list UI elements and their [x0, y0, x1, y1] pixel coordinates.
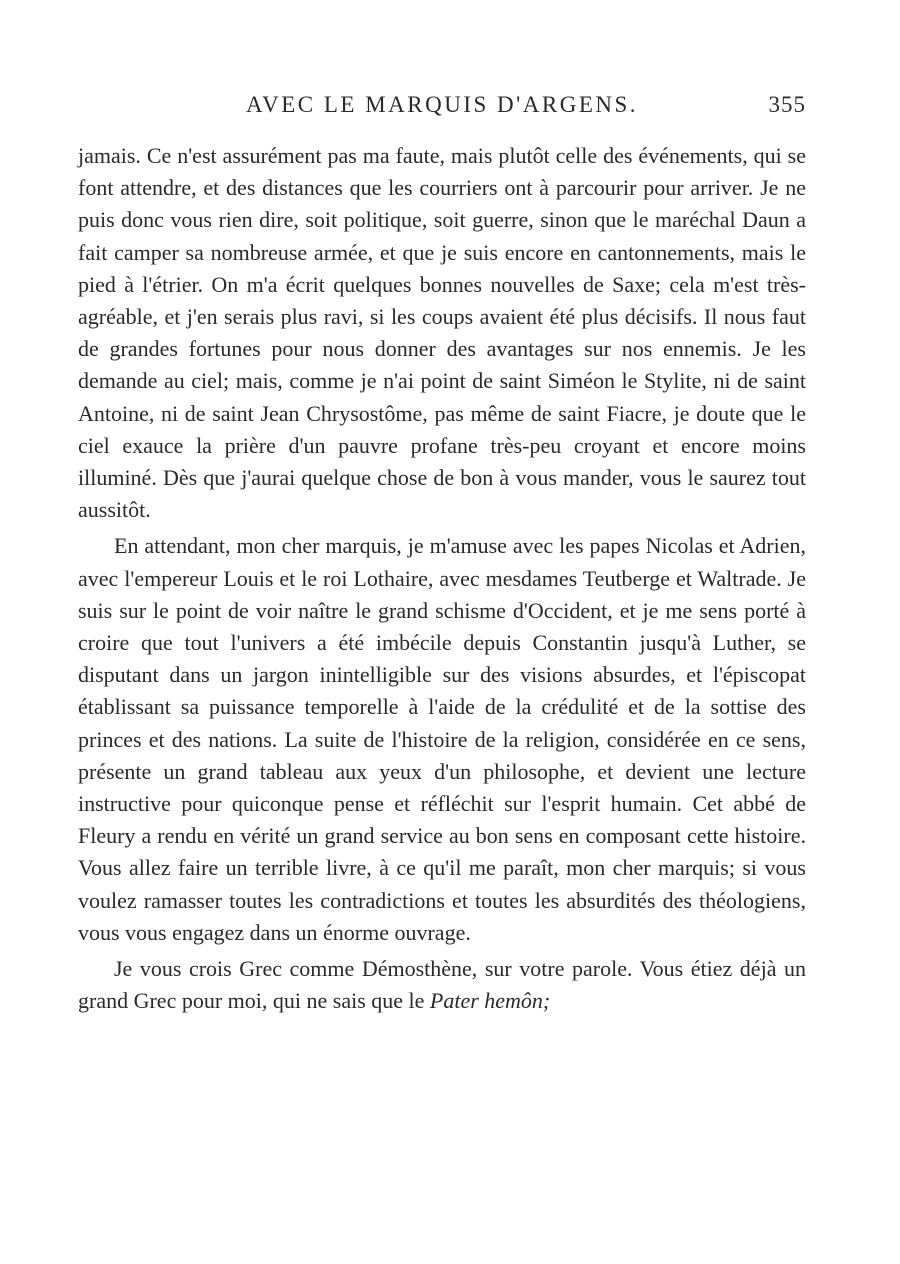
- page-number: 355: [768, 92, 806, 117]
- italic-phrase: Pater hemôn;: [429, 988, 551, 1014]
- body-text: [78, 140, 806, 1017]
- paragraph-2: En attendant, mon cher marquis, je m'amuse avec les papes Nicolas et Adrien, avec l'empereur Louis et le roi Lothaire, avec mesdames Teutberge et Waltrade. Je suis sur le point de voir naître le grand schisme d'Occident, et je me sens porté à croire que tout l'univers a été imbécile depuis Constantin jusqu'à Luther, se disputant dans un jargon inintelligible sur des visions absurdes, et l'épiscopat établissant sa puissance temporelle à l'aide de la crédulité et de la sottise des princes et des nations. La suite de l'histoire de la religion, considérée en ce sens, présente un grand tableau aux yeux d'un philosophe, et devient une lecture instructive pour quiconque pense et réfléchit sur l'esprit humain. Cet abbé de Fleury a rendu en vérité un grand service au bon sens en composant cette histoire. Vous allez faire un terrible livre, à ce qu'il me paraît, mon cher marquis; si vous voulez ramasser toutes les contradictions et toutes les absurdités des théologiens, vous vous engagez dans un énorme ouvrage.: [78, 533, 806, 945]
- paragraph-3-text: Je vous crois Grec comme Démosthène, sur votre parole. Vous étiez déjà un grand Grec pour moi, qui ne sais que le: [78, 956, 806, 1014]
- paragraph-3: [78, 953, 806, 1017]
- running-title: AVEC LE MARQUIS D'ARGENS.: [245, 92, 639, 117]
- running-head: [78, 88, 806, 128]
- paragraph-1: jamais. Ce n'est assurément pas ma faute, mais plutôt celle des événements, qui se font attendre, et des distances que les courriers ont à parcourir pour arriver. Je ne puis donc vous rien dire, soit politique, soit guerre, sinon que le maréchal Daun a fait camper sa nombreuse armée, et que je suis encore en cantonnements, mais le pied à l'étrier. On m'a écrit quelques bonnes nouvelles de Saxe; cela m'est très-agréable, et j'en serais plus ravi, si les coups avaient été plus décisifs. Il nous faut de grandes fortunes pour nous donner des avantages sur nos ennemis. Je les demande au ciel; mais, comme je n'ai point de saint Siméon le Stylite, ni de saint Antoine, ni de saint Jean Chrysostôme, pas même de saint Fiacre, je doute que le ciel exauce la prière d'un pauvre profane très-peu croyant et encore moins illuminé. Dès que j'aurai quelque chose de bon à vous mander, vous le saurez tout aussitôt.: [78, 143, 806, 523]
